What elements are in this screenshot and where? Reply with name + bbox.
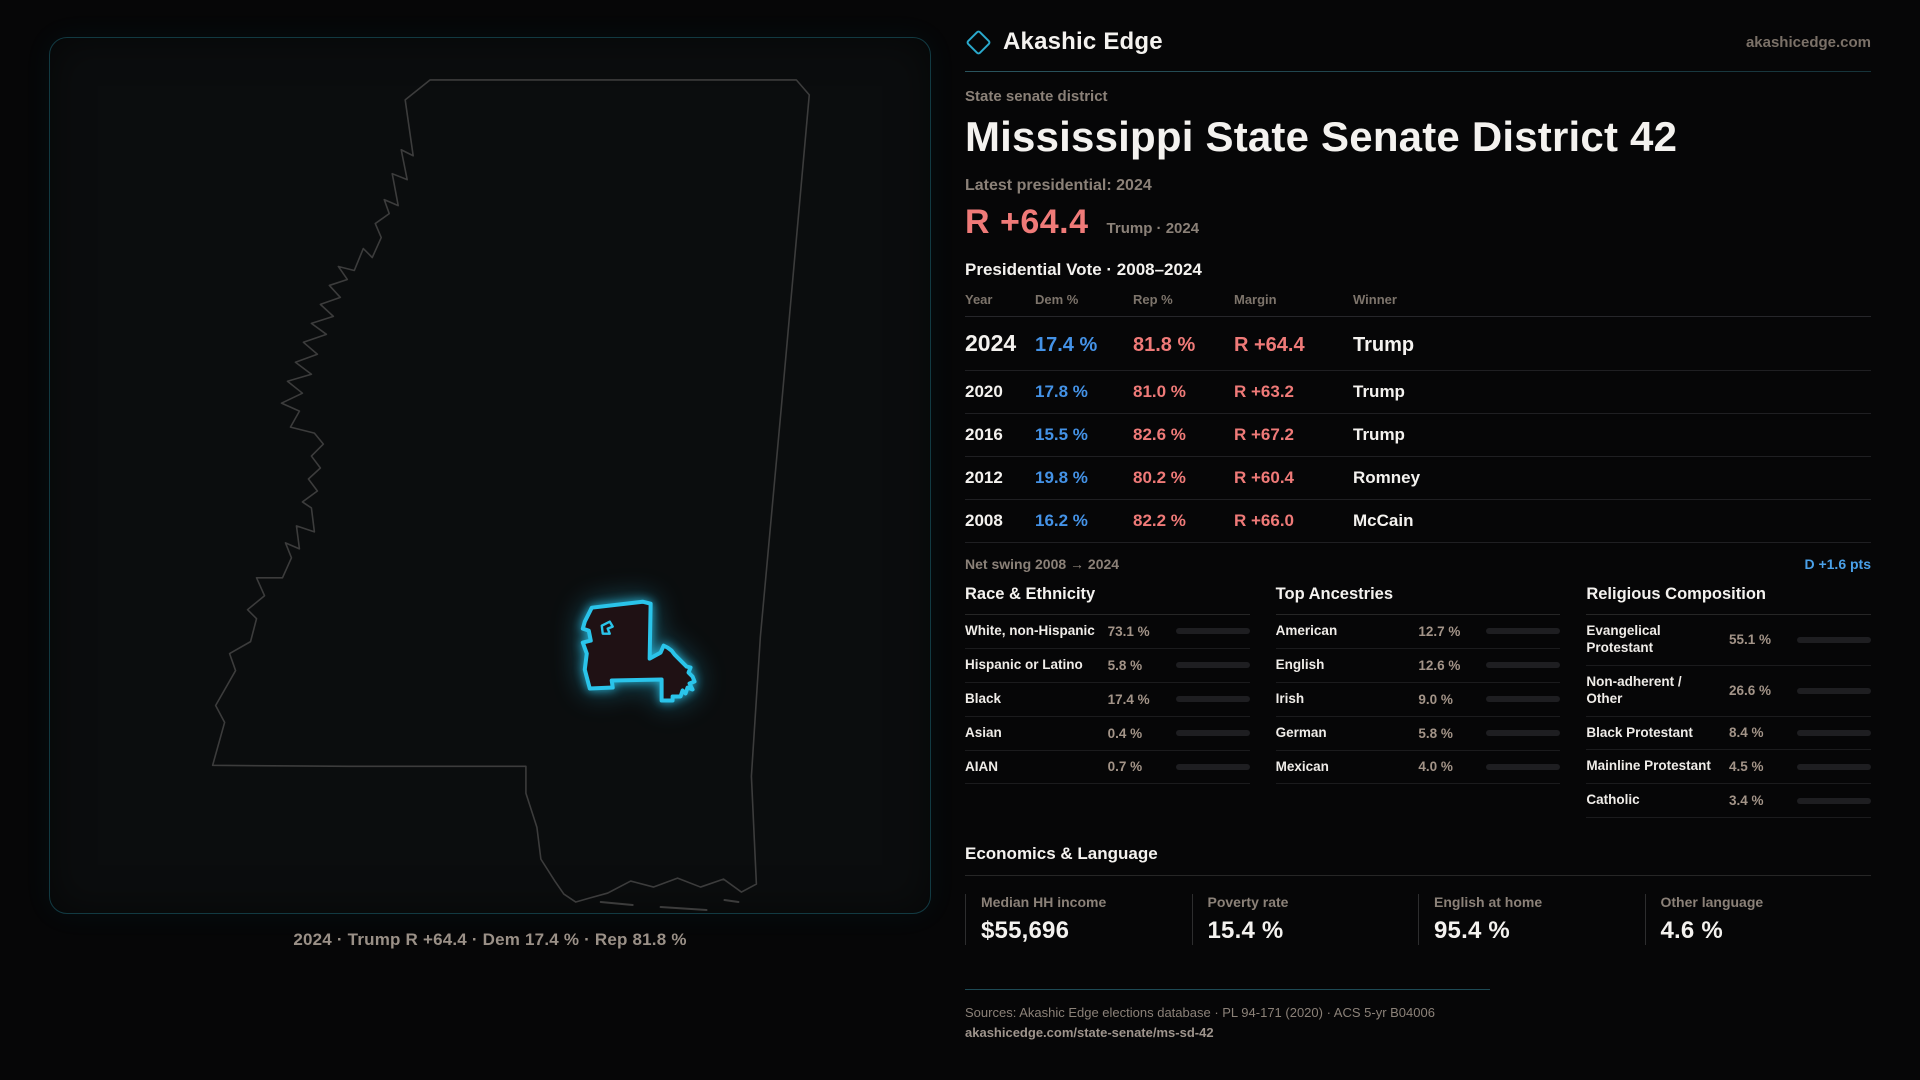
footer-divider (965, 989, 1490, 990)
economics-stats-grid (965, 894, 1871, 945)
vote-year: 2016 (965, 425, 1003, 444)
demographic-label: English (1275, 656, 1325, 672)
sources-line: Sources: Akashic Edge elections database · PL 94-171 (2020) · ACS 5-yr B04006 (965, 1005, 1435, 1021)
demographic-value: 55.1 % (1728, 632, 1772, 648)
demographic-bar-track (1486, 764, 1560, 770)
demographic-row (965, 649, 1250, 683)
vote-margin: R +66.0 (1234, 511, 1295, 530)
footer (965, 989, 1871, 1040)
economic-stat-value: $55,696 (981, 917, 1070, 945)
economics-section-title: Economics & Language (965, 844, 1871, 876)
economic-stat (1192, 894, 1419, 945)
demographic-bar-track (1797, 764, 1871, 770)
demographic-bar-track (1176, 662, 1250, 668)
demographic-bar-track (1176, 696, 1250, 702)
map-caption: 2024 · Trump R +64.4 · Dem 17.4 % · Rep 81.8 % (293, 930, 687, 949)
vote-margin: R +63.2 (1234, 382, 1295, 401)
demographic-label: White, non-Hispanic (965, 623, 1095, 638)
demographic-label: American (1275, 623, 1338, 638)
demographic-bar-track (1797, 688, 1871, 694)
vote-margin: R +67.2 (1234, 425, 1295, 444)
headline-margin-context: Trump · 2024 (1106, 220, 1200, 237)
net-swing-row (965, 543, 1871, 581)
demographic-row (965, 615, 1250, 649)
vote-year: 2008 (965, 511, 1003, 530)
col-header-rep: Rep % (1133, 292, 1173, 307)
col-header-dem: Dem % (1035, 292, 1079, 307)
demographic-value: 5.8 % (1107, 657, 1143, 673)
demographic-rows (965, 615, 1250, 784)
economic-stat-label: Other language (1660, 894, 1764, 911)
vote-rep-pct: 81.8 % (1133, 334, 1196, 356)
vote-dem-pct: 17.8 % (1035, 382, 1088, 401)
vote-table-row (965, 414, 1871, 457)
vote-table-row (965, 500, 1871, 543)
demographic-bar-track (1486, 696, 1560, 702)
demographic-row (1276, 615, 1561, 649)
vote-table-header (965, 292, 1871, 317)
demographic-value: 0.7 % (1107, 759, 1143, 775)
demographics-grid (965, 585, 1871, 818)
coastal-islands (601, 900, 739, 910)
demographic-label: German (1275, 724, 1327, 740)
demographic-bar-track (1797, 798, 1871, 804)
demographic-rows (1586, 615, 1871, 818)
demographic-row (1586, 784, 1871, 818)
vote-rep-pct: 82.6 % (1133, 425, 1186, 444)
demographic-value: 26.6 % (1728, 683, 1772, 699)
demographic-row (965, 751, 1250, 785)
demographic-value: 12.7 % (1418, 623, 1461, 639)
demographic-section (1276, 585, 1561, 818)
demographic-value: 4.5 % (1728, 759, 1764, 775)
vote-rep-pct: 80.2 % (1133, 468, 1186, 487)
vote-winner: Trump (1353, 334, 1415, 356)
district-shape[interactable] (583, 602, 695, 701)
demographic-value: 5.8 % (1418, 725, 1453, 741)
col-header-year: Year (965, 292, 993, 307)
vote-margin: R +64.4 (1234, 334, 1305, 356)
district-type-kicker: State senate district (965, 88, 1108, 105)
permalink[interactable]: akashicedge.com/state-senate/ms-sd-42 (965, 1025, 1214, 1041)
vote-margin: R +60.4 (1234, 468, 1295, 487)
demographic-rows (1276, 615, 1561, 784)
demographic-value: 9.0 % (1418, 691, 1453, 707)
vote-table (965, 292, 1871, 543)
vote-winner: Romney (1353, 468, 1421, 487)
economic-stat-value: 95.4 % (1434, 917, 1510, 945)
demographic-row (1586, 666, 1871, 717)
brand-domain-link[interactable]: akashicedge.com (1745, 33, 1871, 51)
headline-margin-value: R +64.4 (965, 203, 1089, 241)
district-map-panel (49, 37, 931, 914)
demographic-value: 3.4 % (1728, 793, 1764, 809)
demographic-bar-track (1797, 637, 1871, 643)
brand-name: Akashic Edge (1003, 28, 1163, 55)
demographic-label: Asian (965, 724, 1002, 740)
economic-stat-value: 15.4 % (1207, 917, 1284, 945)
vote-rep-pct: 81.0 % (1133, 382, 1186, 401)
demographic-value: 12.6 % (1418, 657, 1461, 673)
demographic-label: Evangelical Protestant (1586, 623, 1661, 655)
demographic-bar-track (1486, 628, 1560, 634)
vote-table-row (965, 371, 1871, 414)
demographic-label: AIAN (965, 758, 998, 774)
demographic-label: Irish (1275, 690, 1305, 706)
headline-margin-row (965, 203, 1871, 242)
demographic-row (1276, 683, 1561, 717)
vote-table-row (965, 317, 1871, 371)
economic-stat (1645, 894, 1872, 945)
vote-winner: Trump (1353, 425, 1405, 444)
demographic-value: 73.1 % (1107, 623, 1150, 639)
demographic-section (1586, 585, 1871, 818)
diamond-icon (965, 29, 992, 56)
demographic-value: 17.4 % (1107, 691, 1150, 707)
vote-winner: Trump (1353, 382, 1405, 401)
demographic-label: Black (965, 690, 1002, 706)
vote-table-body (965, 317, 1871, 543)
demographic-value: 8.4 % (1728, 725, 1764, 741)
vote-dem-pct: 19.8 % (1035, 468, 1088, 487)
demographic-label: Mainline Protestant (1586, 758, 1711, 774)
latest-presidential-label: Latest presidential: 2024 (965, 177, 1152, 194)
economic-stat (1418, 894, 1645, 945)
demographic-value: 0.4 % (1107, 725, 1143, 741)
demographic-row (1586, 750, 1871, 784)
economic-stat (965, 894, 1192, 945)
vote-table-title: Presidential Vote · 2008–2024 (965, 260, 1202, 279)
demographic-label: Hispanic or Latino (965, 656, 1083, 672)
col-header-winner: Winner (1353, 292, 1397, 307)
demographic-bar-track (1176, 628, 1250, 634)
mississippi-map (50, 38, 930, 913)
demographic-bar-track (1486, 662, 1560, 668)
demographic-row (1276, 717, 1561, 751)
state-outline-path (213, 80, 810, 902)
demographic-label: Catholic (1586, 792, 1640, 808)
col-header-margin: Margin (1234, 292, 1277, 307)
demographic-bar-track (1797, 730, 1871, 736)
demographic-section-title: Top Ancestries (1276, 585, 1561, 615)
demographic-bar-track (1486, 730, 1560, 736)
demographic-value: 4.0 % (1418, 759, 1453, 775)
page-title: Mississippi State Senate District 42 (965, 113, 1678, 160)
demographic-section-title: Religious Composition (1586, 585, 1871, 615)
demographic-bar-track (1176, 764, 1250, 770)
demographic-section (965, 585, 1250, 818)
demographic-label: Black Protestant (1586, 724, 1693, 740)
net-swing-label: Net swing 2008 → 2024 (965, 556, 1120, 572)
demographic-bar-track (1176, 730, 1250, 736)
vote-winner: McCain (1353, 511, 1414, 530)
vote-year: 2012 (965, 468, 1003, 487)
vote-table-row (965, 457, 1871, 500)
brand-header (965, 28, 1871, 56)
economic-stat-label: English at home (1434, 894, 1543, 911)
demographic-row (1276, 649, 1561, 683)
header-divider (965, 71, 1871, 72)
vote-year: 2020 (965, 382, 1003, 401)
net-swing-value: D +1.6 pts (1804, 556, 1871, 572)
vote-rep-pct: 82.2 % (1133, 511, 1186, 530)
economic-stat-label: Poverty rate (1207, 894, 1289, 911)
map-column (0, 0, 931, 1080)
demographic-row (1586, 717, 1871, 751)
economic-stat-label: Median HH income (981, 894, 1107, 911)
demographic-section-title: Race & Ethnicity (965, 585, 1250, 615)
demographic-row (1276, 751, 1561, 785)
demographic-row (965, 683, 1250, 717)
vote-year: 2024 (965, 330, 1017, 356)
content-column (931, 0, 1920, 1080)
vote-dem-pct: 15.5 % (1035, 425, 1088, 444)
economic-stat-value: 4.6 % (1660, 917, 1723, 945)
demographic-label: Non-adherent / Other (1586, 673, 1682, 706)
vote-dem-pct: 17.4 % (1035, 334, 1098, 356)
demographic-row (1586, 615, 1871, 666)
vote-dem-pct: 16.2 % (1035, 511, 1088, 530)
demographic-row (965, 717, 1250, 751)
demographic-label: Mexican (1275, 758, 1329, 774)
